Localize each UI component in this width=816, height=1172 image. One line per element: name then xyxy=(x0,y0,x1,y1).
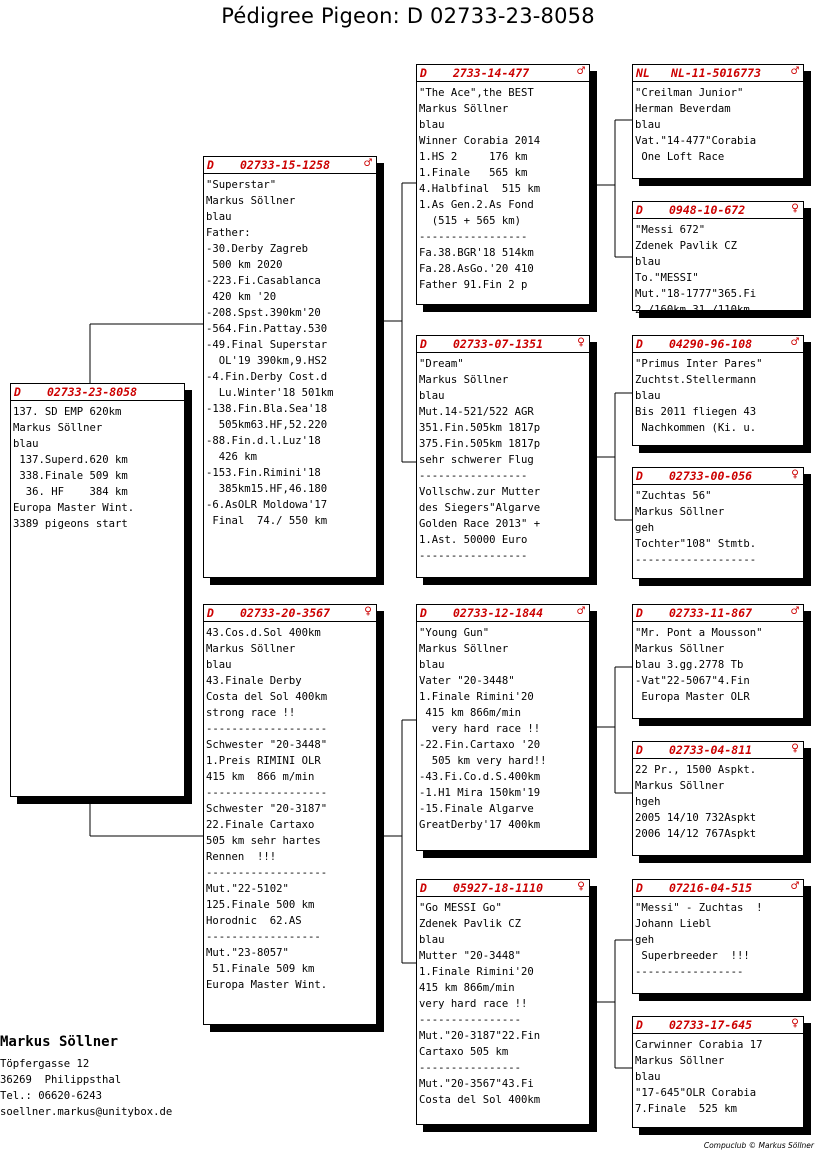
breeder-street: Töpfergasse 12 xyxy=(0,1058,90,1070)
pigeon-info-line: Herman Beverdam xyxy=(635,103,731,115)
pigeon-info-line: Winner Corabia 2014 xyxy=(419,135,541,147)
pigeon-info-line: Mut."22-5102" xyxy=(206,883,289,895)
pigeon-info-line: 1.As Gen.2.As Fond xyxy=(419,199,534,211)
pigeon-info-line: Costa del Sol 400km xyxy=(206,691,328,703)
pigeon-card-maternal-grandfather xyxy=(416,604,590,851)
pigeon-info-line: Markus Söllner xyxy=(635,780,725,792)
pigeon-info-line: Europa Master OLR xyxy=(635,691,750,703)
pigeon-info-line: hgeh xyxy=(635,796,661,808)
pigeon-info-line: Zuchtst.Stellermann xyxy=(635,374,757,386)
ring-number: 02733-00-056 xyxy=(669,469,753,483)
ring-number: 0948-10-672 xyxy=(669,203,746,217)
male-symbol: ♂ xyxy=(364,156,372,171)
female-symbol: ♀ xyxy=(791,741,799,756)
pigeon-info-line: ------------------- xyxy=(206,787,328,799)
pigeon-info-line: "Superstar" xyxy=(206,179,277,191)
ring-number: 02733-04-811 xyxy=(669,743,753,757)
pigeon-info-line: blau xyxy=(635,256,661,268)
pigeon-info-line: -22.Fin.Cartaxo '20 xyxy=(419,739,541,751)
breeder-city: 36269 Philippsthal xyxy=(0,1074,122,1086)
country-code: D xyxy=(420,881,427,895)
pigeon-info-line: "Zuchtas 56" xyxy=(635,490,712,502)
pigeon-info-line: Mut.14-521/522 AGR xyxy=(419,406,534,418)
pigeon-card-great-grandparent xyxy=(632,64,804,179)
ring-number: 2733-14-477 xyxy=(453,66,530,80)
pigeon-info-line: geh xyxy=(635,934,655,946)
country-code: D xyxy=(636,1018,643,1032)
pigeon-info-line: "17-645"OLR Corabia xyxy=(635,1087,757,1099)
ring-number: 02733-15-1258 xyxy=(240,158,331,172)
country-code: D xyxy=(636,606,643,620)
pigeon-info-line: 351.Fin.505km 1817p xyxy=(419,422,541,434)
pigeon-info-line: 7.Finale 525 km xyxy=(635,1103,738,1115)
pigeon-info-line: -30.Derby Zagreb xyxy=(206,243,309,255)
pigeon-info-line: Lu.Winter'18 501km xyxy=(206,387,334,399)
pigeon-info-line: blau xyxy=(419,659,445,671)
pigeon-info-line: 43.Finale Derby xyxy=(206,675,302,687)
pigeon-card-paternal-grandmother xyxy=(416,335,590,578)
ring-number: NL-11-5016773 xyxy=(671,66,762,80)
pigeon-info-line: 125.Finale 500 km xyxy=(206,899,315,911)
pigeon-info-line: ----------------- xyxy=(419,231,528,243)
pigeon-info-line: Golden Race 2013" + xyxy=(419,518,541,530)
pigeon-info-line: -4.Fin.Derby Cost.d xyxy=(206,371,328,383)
pigeon-info-line: Father: xyxy=(206,227,251,239)
country-code: D xyxy=(636,203,643,217)
pigeon-card-header xyxy=(633,202,803,219)
male-symbol: ♂ xyxy=(577,64,585,79)
pigeon-info-line: Cartaxo 505 km xyxy=(419,1046,509,1058)
pigeon-card-header xyxy=(417,336,589,353)
pigeon-info-line: sehr schwerer Flug xyxy=(419,454,534,466)
ring-number: 05927-18-1110 xyxy=(453,881,544,895)
country-code: D xyxy=(420,606,427,620)
pigeon-card-great-grandparent xyxy=(632,879,804,994)
pigeon-card-subject xyxy=(10,383,185,797)
footer-credit: Compuclub © Markus Söllner xyxy=(703,1141,814,1150)
pigeon-card-header xyxy=(417,65,589,82)
pigeon-info-line: Father 91.Fin 2 p xyxy=(419,279,528,291)
pigeon-info-line: ----------------- xyxy=(419,550,528,562)
pigeon-info-line: Fa.28.AsGo.'20 410 xyxy=(419,263,534,275)
ring-number: 02733-12-1844 xyxy=(453,606,544,620)
pigeon-info-line: -43.Fi.Co.d.S.400km xyxy=(419,771,541,783)
pigeon-info-line: Superbreeder !!! xyxy=(635,950,750,962)
pigeon-card-header xyxy=(204,157,376,174)
pigeon-info-line: ----------------- xyxy=(635,966,744,978)
female-symbol: ♀ xyxy=(577,335,585,350)
pigeon-card-header xyxy=(417,880,589,897)
pigeon-info-line: Rennen !!! xyxy=(206,851,277,863)
ring-number: 02733-23-8058 xyxy=(47,385,138,399)
country-code: D xyxy=(420,66,427,80)
female-symbol: ♀ xyxy=(791,467,799,482)
pigeon-info-line: "Young Gun" xyxy=(419,627,490,639)
pigeon-info-line: To."MESSI" xyxy=(635,272,699,284)
pigeon-card-maternal-grandmother xyxy=(416,879,590,1125)
pigeon-info-line: geh xyxy=(635,522,655,534)
country-code: D xyxy=(636,881,643,895)
pigeon-info-line: Fa.38.BGR'18 514km xyxy=(419,247,534,259)
pigeon-info-line: blau xyxy=(206,211,232,223)
pigeon-info-line: Mut."18-1777"365.Fi xyxy=(635,288,757,300)
pigeon-info-line: 385km15.HF,46.180 xyxy=(206,483,328,495)
pigeon-info-line: "Messi" - Zuchtas ! xyxy=(635,902,763,914)
pigeon-info-line: Vater "20-3448" xyxy=(419,675,515,687)
pigeon-info-line: Mut."20-3567"43.Fi xyxy=(419,1078,534,1090)
breeder-phone: Tel.: 06620-6243 xyxy=(0,1090,103,1102)
pigeon-info-line: 505km63.HF,52.220 xyxy=(206,419,328,431)
pigeon-info-line: -15.Finale Algarve xyxy=(419,803,534,815)
pigeon-info-line: 2./160km,31./110km xyxy=(635,304,750,316)
pigeon-info-line: "Messi 672" xyxy=(635,224,706,236)
pigeon-card-header xyxy=(11,384,184,401)
pigeon-info-line: 500 km 2020 xyxy=(206,259,283,271)
pigeon-info-line: Markus Söllner xyxy=(419,103,509,115)
pigeon-info-line: (515 + 565 km) xyxy=(419,215,522,227)
pigeon-info-line: ------------------- xyxy=(635,554,757,566)
pigeon-info-line: Markus Söllner xyxy=(419,643,509,655)
pigeon-info-line: -6.AsOLR Moldowa'17 xyxy=(206,499,328,511)
pigeon-info-line: "Dream" xyxy=(419,358,464,370)
pigeon-info-line: blau xyxy=(206,659,232,671)
pigeon-info-line: -208.Spst.390km'20 xyxy=(206,307,321,319)
pigeon-info-line: "Creilman Junior" xyxy=(635,87,744,99)
pigeon-info-line: Markus Söllner xyxy=(13,422,103,434)
country-code: D xyxy=(14,385,21,399)
pigeon-card-body xyxy=(204,174,376,529)
pigeon-info-line: 43.Cos.d.Sol 400km xyxy=(206,627,321,639)
pigeon-info-line: 415 km 866 m/min xyxy=(206,771,315,783)
female-symbol: ♀ xyxy=(577,879,585,894)
pigeon-card-header xyxy=(633,880,803,897)
male-symbol: ♂ xyxy=(791,604,799,619)
pigeon-info-line: blau xyxy=(635,390,661,402)
country-code: D xyxy=(420,337,427,351)
pigeon-info-line: 2006 14/12 767Aspkt xyxy=(635,828,757,840)
pigeon-info-line: Markus Söllner xyxy=(206,643,296,655)
pigeon-info-line: 1.Finale 565 km xyxy=(419,167,528,179)
pigeon-info-line: 2005 14/10 732Aspkt xyxy=(635,812,757,824)
female-symbol: ♀ xyxy=(791,1016,799,1031)
pigeon-info-line: Vollschw.zur Mutter xyxy=(419,486,541,498)
pigeon-info-line: -153.Fin.Rimini'18 xyxy=(206,467,321,479)
pigeon-info-line: -223.Fi.Casablanca xyxy=(206,275,321,287)
pigeon-info-line: GreatDerby'17 400km xyxy=(419,819,541,831)
female-symbol: ♀ xyxy=(364,604,372,619)
pigeon-info-line: 137. SD EMP 620km xyxy=(13,406,122,418)
pigeon-info-line: -138.Fin.Bla.Sea'18 xyxy=(206,403,328,415)
pigeon-card-great-grandparent xyxy=(632,335,804,446)
pigeon-info-line: "The Ace",the BEST xyxy=(419,87,534,99)
pigeon-info-line: 338.Finale 509 km xyxy=(13,470,128,482)
pigeon-info-line: Horodnic 62.AS xyxy=(206,915,302,927)
pigeon-info-line: 415 km 866m/min xyxy=(419,982,515,994)
pigeon-info-line: Tochter"108" Stmtb. xyxy=(635,538,757,550)
pigeon-info-line: blau xyxy=(635,119,661,131)
pigeon-card-father xyxy=(203,156,377,578)
pigeon-info-line: Zdenek Pavlik CZ xyxy=(635,240,738,252)
pigeon-info-line: Costa del Sol 400km xyxy=(419,1094,541,1106)
pigeon-info-line: Europa Master Wint. xyxy=(13,502,135,514)
pigeon-info-line: -Vat"22-5067"4.Fin xyxy=(635,675,750,687)
country-code: D xyxy=(207,606,214,620)
pigeon-card-body xyxy=(204,622,376,993)
pigeon-info-line: 1.Finale Rimini'20 xyxy=(419,966,534,978)
pigeon-card-header xyxy=(633,336,803,353)
pigeon-info-line: Mut."20-3187"22.Fin xyxy=(419,1030,541,1042)
ring-number: 04290-96-108 xyxy=(669,337,753,351)
pigeon-card-header xyxy=(633,742,803,759)
country-code: D xyxy=(636,469,643,483)
pigeon-info-line: Markus Söllner xyxy=(419,374,509,386)
pigeon-info-line: One Loft Race xyxy=(635,151,725,163)
pigeon-info-line: -88.Fin.d.l.Luz'18 xyxy=(206,435,321,447)
pigeon-info-line: Carwinner Corabia 17 xyxy=(635,1039,763,1051)
breeder-email[interactable]: soellner.markus@unitybox.de xyxy=(0,1106,173,1118)
ring-number: 02733-11-867 xyxy=(669,606,753,620)
pigeon-info-line: 3389 pigeons start xyxy=(13,518,128,530)
pigeon-info-line: 4.Halbfinal 515 km xyxy=(419,183,541,195)
pigeon-info-line: blau xyxy=(419,119,445,131)
pigeon-card-great-grandparent xyxy=(632,201,804,316)
pigeon-info-line: 505 km sehr hartes xyxy=(206,835,321,847)
pigeon-card-great-grandparent xyxy=(632,604,804,719)
page-title: Pédigree Pigeon: D 02733-23-8058 xyxy=(221,4,595,28)
pigeon-card-paternal-grandfather xyxy=(416,64,590,305)
male-symbol: ♂ xyxy=(577,604,585,619)
pigeon-info-line: Final 74./ 550 km xyxy=(206,515,328,527)
pigeon-info-line: 1.Preis RIMINI OLR xyxy=(206,755,321,767)
pigeon-card-header xyxy=(633,468,803,485)
pigeon-info-line: Markus Söllner xyxy=(635,506,725,518)
pigeon-info-line: 415 km 866m/min xyxy=(419,707,522,719)
pigeon-info-line: Markus Söllner xyxy=(206,195,296,207)
pigeon-info-line: Nachkommen (Ki. u. xyxy=(635,422,757,434)
male-symbol: ♂ xyxy=(791,335,799,350)
pigeon-info-line: Schwester "20-3448" xyxy=(206,739,328,751)
pigeon-info-line: OL'19 390km,9.HS2 xyxy=(206,355,328,367)
pigeon-info-line: blau xyxy=(419,934,445,946)
pigeon-info-line: 426 km xyxy=(206,451,258,463)
pigeon-card-header xyxy=(204,605,376,622)
pigeon-info-line: 375.Fin.505km 1817p xyxy=(419,438,541,450)
male-symbol: ♂ xyxy=(791,879,799,894)
pigeon-info-line: 51.Finale 509 km xyxy=(206,963,315,975)
pigeon-info-line: 505 km very hard!! xyxy=(419,755,547,767)
pigeon-info-line: blau 3.gg.2778 Tb xyxy=(635,659,744,671)
country-code: D xyxy=(636,337,643,351)
pigeon-card-header xyxy=(633,1017,803,1034)
pigeon-card-great-grandparent xyxy=(632,741,804,856)
ring-number: 02733-20-3567 xyxy=(240,606,331,620)
pigeon-info-line: blau xyxy=(419,390,445,402)
pigeon-info-line: Johann Liebl xyxy=(635,918,712,930)
pigeon-info-line: 1.Finale Rimini'20 xyxy=(419,691,534,703)
pigeon-info-line: 36. HF 384 km xyxy=(13,486,128,498)
pigeon-card-header xyxy=(633,605,803,622)
ring-number: 02733-17-645 xyxy=(669,1018,753,1032)
pigeon-info-line: Bis 2011 fliegen 43 xyxy=(635,406,757,418)
pigeon-info-line: strong race !! xyxy=(206,707,296,719)
pigeon-info-line: 22 Pr., 1500 Aspkt. xyxy=(635,764,757,776)
pigeon-info-line: ------------------- xyxy=(206,723,328,735)
pigeon-info-line: "Primus Inter Pares" xyxy=(635,358,763,370)
pigeon-info-line: "Mr. Pont a Mousson" xyxy=(635,627,763,639)
pigeon-info-line: Mutter "20-3448" xyxy=(419,950,522,962)
pigeon-info-line: des Siegers"Algarve xyxy=(419,502,541,514)
pigeon-info-line: ------------------- xyxy=(206,867,328,879)
pigeon-info-line: Schwester "20-3187" xyxy=(206,803,328,815)
pigeon-card-great-grandparent xyxy=(632,467,804,579)
pigeon-info-line: 137.Superd.620 km xyxy=(13,454,128,466)
pigeon-info-line: -49.Final Superstar xyxy=(206,339,328,351)
pigeon-info-line: Mut."23-8057" xyxy=(206,947,289,959)
country-code: NL xyxy=(636,66,650,80)
breeder-name: Markus Söllner xyxy=(0,1034,119,1050)
pigeon-info-line: Markus Söllner xyxy=(635,1055,725,1067)
pigeon-info-line: very hard race !! xyxy=(419,723,541,735)
pigeon-info-line: "Go MESSI Go" xyxy=(419,902,502,914)
country-code: D xyxy=(207,158,214,172)
pigeon-info-line: 22.Finale Cartaxo xyxy=(206,819,315,831)
pigeon-info-line: Markus Söllner xyxy=(635,643,725,655)
pigeon-info-line: ------------------ xyxy=(206,931,321,943)
male-symbol: ♂ xyxy=(791,64,799,79)
pigeon-card-header xyxy=(417,605,589,622)
pigeon-info-line: 1.HS 2 176 km xyxy=(419,151,528,163)
pigeon-info-line: Zdenek Pavlik CZ xyxy=(419,918,522,930)
country-code: D xyxy=(636,743,643,757)
pigeon-info-line: Europa Master Wint. xyxy=(206,979,328,991)
ring-number: 02733-07-1351 xyxy=(453,337,544,351)
breeder-info xyxy=(0,1034,172,1120)
female-symbol: ♀ xyxy=(791,201,799,216)
pigeon-info-line: -1.H1 Mira 150km'19 xyxy=(419,787,541,799)
pigeon-info-line: ---------------- xyxy=(419,1062,522,1074)
pigeon-info-line: -564.Fin.Pattay.530 xyxy=(206,323,328,335)
pigeon-info-line: 1.Ast. 50000 Euro xyxy=(419,534,528,546)
pigeon-info-line: very hard race !! xyxy=(419,998,528,1010)
pigeon-card-great-grandparent xyxy=(632,1016,804,1128)
pigeon-card-mother xyxy=(203,604,377,1025)
pigeon-info-line: ----------------- xyxy=(419,470,528,482)
pigeon-info-line: Vat."14-477"Corabia xyxy=(635,135,757,147)
ring-number: 07216-04-515 xyxy=(669,881,753,895)
pigeon-card-header xyxy=(633,65,803,82)
pigeon-info-line: 420 km '20 xyxy=(206,291,277,303)
pigeon-info-line: blau xyxy=(635,1071,661,1083)
pigeon-info-line: ---------------- xyxy=(419,1014,522,1026)
pigeon-info-line: blau xyxy=(13,438,39,450)
